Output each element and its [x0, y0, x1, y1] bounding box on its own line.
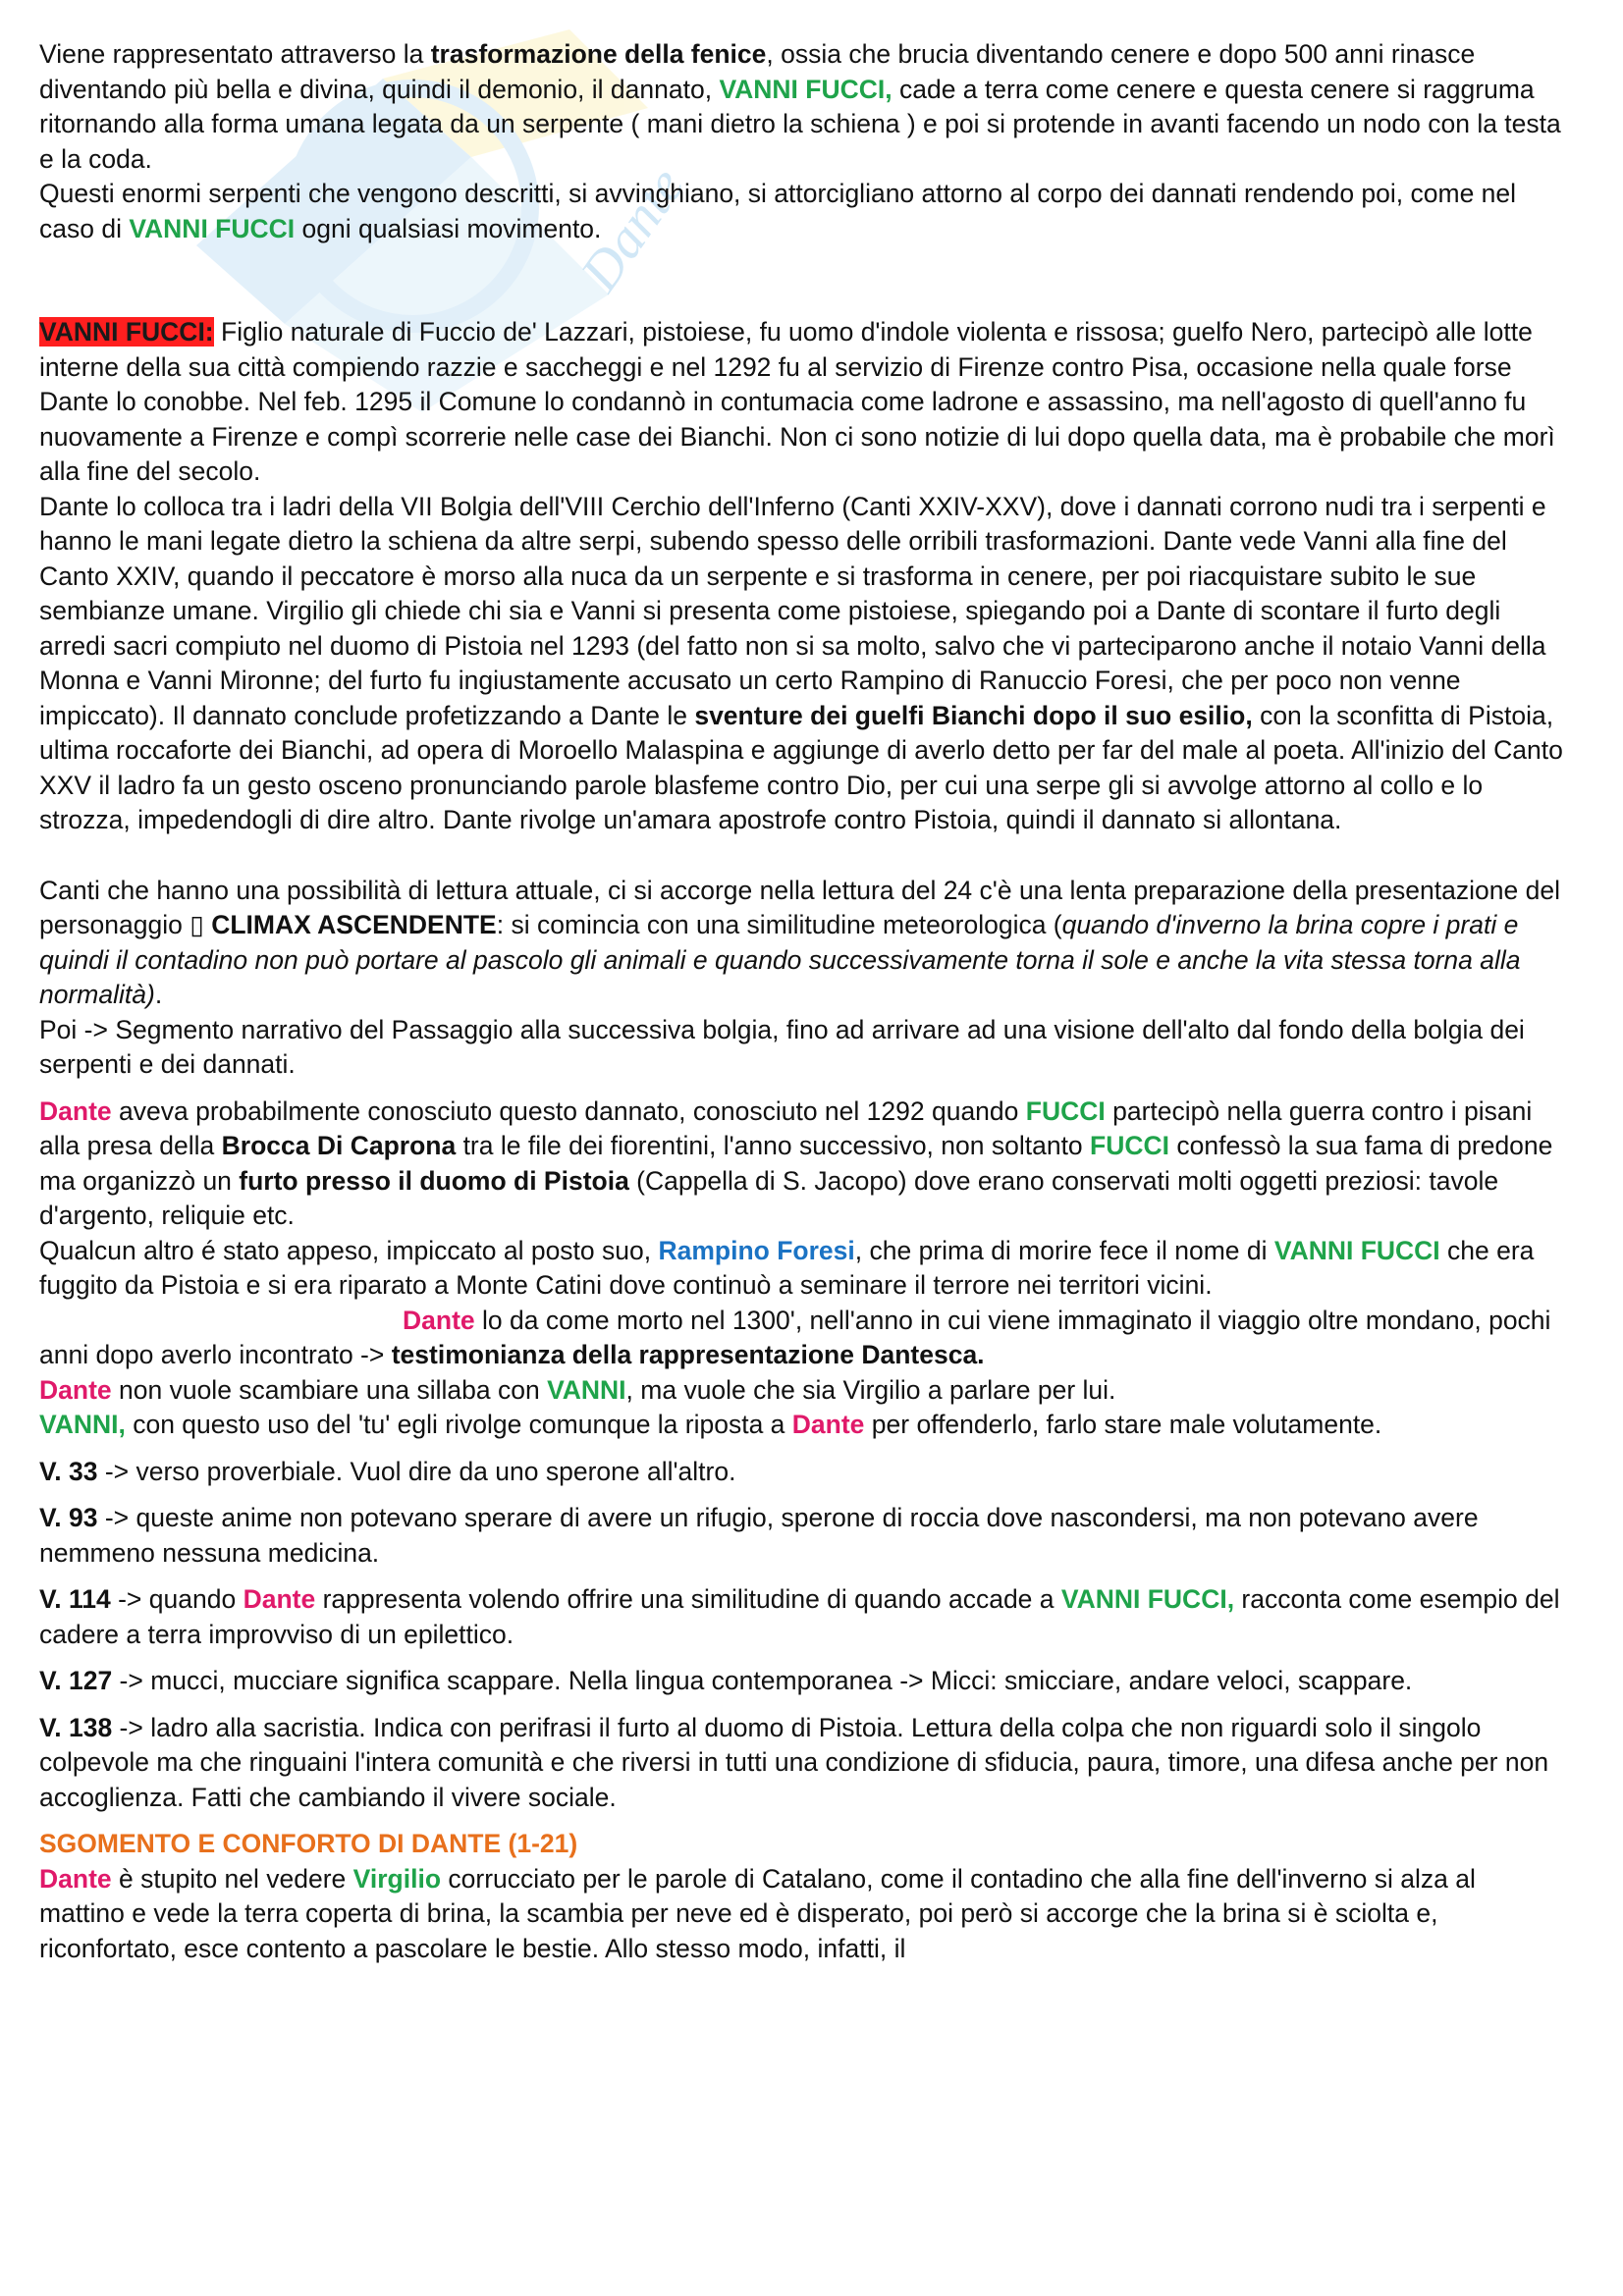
section-heading: SGOMENTO E CONFORTO DI DANTE (1-21) — [39, 1829, 578, 1858]
paragraph-tu: VANNI, con questo uso del 'tu' egli rivolge comunque la riposta a Dante per offenderlo, farlo stare male volutamente. — [39, 1410, 1382, 1439]
verse-note: V. 33 -> verso proverbiale. Vuol dire da uno sperone all'altro. — [39, 1456, 736, 1486]
paragraph-fenice: Viene rappresentato attraverso la trasformazione della fenice, ossia che brucia diventando cenere e dopo 500 anni rinasce diventando più bella e divina, quindi il demonio, il dannato, VANNI FUCCI, cade a terra come cenere e questa cenere si raggruma ritornando alla forma umana legata da un serpente ( mani dietro la schiena ) e poi si protende in avanti facendo un nodo con la testa e la coda. — [39, 39, 1561, 174]
verse-note: V. 93 -> queste anime non potevano sperare di avere un rifugio, sperone di roccia dove nascondersi, ma non potevano avere nemmeno nessuna medicina. — [39, 1503, 1479, 1568]
verse-note: V. 114 -> quando Dante rappresenta volendo offrire una similitudine di quando accade a VANNI FUCCI, racconta come esempio del cadere a terra improvviso di un epilettico. — [39, 1584, 1560, 1649]
paragraph-sgomento: Dante è stupito nel vedere Virgilio corrucciato per le parole di Catalano, come il contadino che alla fine dell'inverno si alza al mattino e vede la terra coperta di brina, la scambia per neve ed è disperato, poi però si accorge che la brina si è sciolta e, riconfortato, esce contento a pascolare le bestie. Allo stesso modo, infatti, il — [39, 1863, 1476, 1963]
paragraph-sillaba: Dante non vuole scambiare una sillaba con VANNI, ma vuole che sia Virgilio a parlare per lui. — [39, 1374, 1116, 1405]
paragraph-inferno: Dante lo colloca tra i ladri della VII Bolgia dell'VIII Cerchio dell'Inferno (Canti XXIV-XXV), dove i dannati corrono nudi tra i serpenti e hanno le mani legate dietro la schiena da altre serpi, subendo spesso delle orribili trasformazioni. Dante vede Vanni alla fine del Canto XXIV, quando il peccatore è morso alla nuca da un serpente e si trasforma in cenere, per poi riacquistare subito le sue sembianze umane. Virgilio gli chiede chi sia e Vanni si presenta come pistoiese, spiegando poi a Dante di scontare il furto degli arredi sacri compiuto nel duomo di Pistoia nel 1293 (del fatto non si sa molto, salvo che vi parteciparono anche il notaio Vanni della Monna e Vanni Mironne; del furto fu ingiustamente accusato un certo Rampino di Ranuccio Foresi, che per poco non venne impiccato). Il dannato conclude profetizzando a Dante le sventure dei guelfi Bianchi dopo il suo esilio, con la sconfitta di Pistoia, ultima roccaforte dei Bianchi, ad opera di Moroello Malaspina e aggiunge di averlo detto per far del male al poeta. All'inizio del Canto XXV il ladro fa un gesto osceno pronunciando parole blasfeme contro Dio, per cui una serpe gli si avvolge attorno al collo e lo strozza, impedendogli di dire altro. Dante rivolge un'amara apostrofe contro Pistoia, quindi il dannato si allontana. — [39, 491, 1563, 834]
paragraph-dante-fucci: Dante aveva probabilmente conosciuto questo dannato, conosciuto nel 1292 quando FUCCI partecipò nella guerra contro i pisani alla presa della Brocca Di Caprona tra le file dei fiorentini, l'anno successivo, non soltanto FUCCI confessò la sua fama di predone ma organizzò un furto presso il duomo di Pistoia (Cappella di S. Jacopo) dove erano conservati molti oggetti preziosi: tavole d'argento, reliquie etc. — [39, 1095, 1553, 1230]
paragraph-serpenti: Questi enormi serpenti che vengono descritti, si avvinghiano, si attorcigliano attorno al corpo dei dannati rendendo poi, come nel caso di VANNI FUCCI ogni qualsiasi movimento. — [39, 179, 1517, 243]
name-vanni-fucci: VANNI FUCCI, — [719, 74, 893, 104]
paragraph-climax: Canti che hanno una possibilità di lettura attuale, ci si accorge nella lettura del 24 c'è una lenta preparazione della presentazione del personaggio ▯ CLIMAX ASCENDENTE: si comincia con una similitudine meteorologica (quando d'inverno la brina copre i prati e quindi il contadino non può portare al pascolo gli animali e quando successivamente torna il sole e anche la vita stessa torna alla normalità). — [39, 875, 1560, 1009]
paragraph-rampino: Qualcun altro é stato appeso, impiccato al posto suo, Rampino Foresi, che prima di morire fece il nome di VANNI FUCCI che era fuggito da Pistoia e si era riparato a Monte Catini dove continuò a seminare il terrore nei territori vicini.Dante lo da come morto nel 1300', nell'anno in cui viene immaginato il viaggio oltre mondano, pochi anni dopo averlo incontrato -> testimonianza della rappresentazione Dantesca. — [39, 1235, 1551, 1369]
paragraph-biografia: VANNI FUCCI: Figlio naturale di Fuccio de' Lazzari, pistoiese, fu uomo d'indole violenta e rissosa; guelfo Nero, partecipò alle lotte interne della sua città compiendo razzie e saccheggi e nel 1292 fu al servizio di Firenze contro Pisa, occasione nella quale forse Dante lo conobbe. Nel feb. 1295 il Comune lo condannò in contumacia come ladrone e assassino, ma nell'agosto di quell'anno fu nuovamente a Firenze e compì scorrerie nelle case dei Bianchi. Non ci sono notizie di lui dopo quella data, ma è probabile che morì alla fine del secolo. — [39, 317, 1555, 486]
arrow-glyph-icon: ▯ — [189, 910, 204, 939]
verse-note: V. 138 -> ladro alla sacristia. Indica con perifrasi il furto al duomo di Pistoia. Lettura della colpa che non riguardi solo il singolo colpevole ma che ringuaini l'intera comunità e che riversi in tutti una condizione di sfiducia, paura, timore, una difesa anche per non accoglienza. Fatti che cambiando il vivere sociale. — [39, 1712, 1549, 1812]
name-vanni-fucci: VANNI FUCCI — [129, 213, 296, 243]
watermark-text: Dante — [568, 156, 697, 302]
document-page — [39, 37, 1566, 1966]
verse-note: V. 127 -> mucci, mucciare significa scappare. Nella lingua contemporanea -> Micci: smicciare, andare veloci, scappare. — [39, 1666, 1413, 1695]
paragraph-segmento: Poi -> Segmento narrativo del Passaggio alla successiva bolgia, fino ad arrivare ad una visione dell'alto dal fondo della bolgia dei serpenti e dei dannati. — [39, 1014, 1525, 1079]
highlight-label: VANNI FUCCI: — [39, 317, 214, 347]
